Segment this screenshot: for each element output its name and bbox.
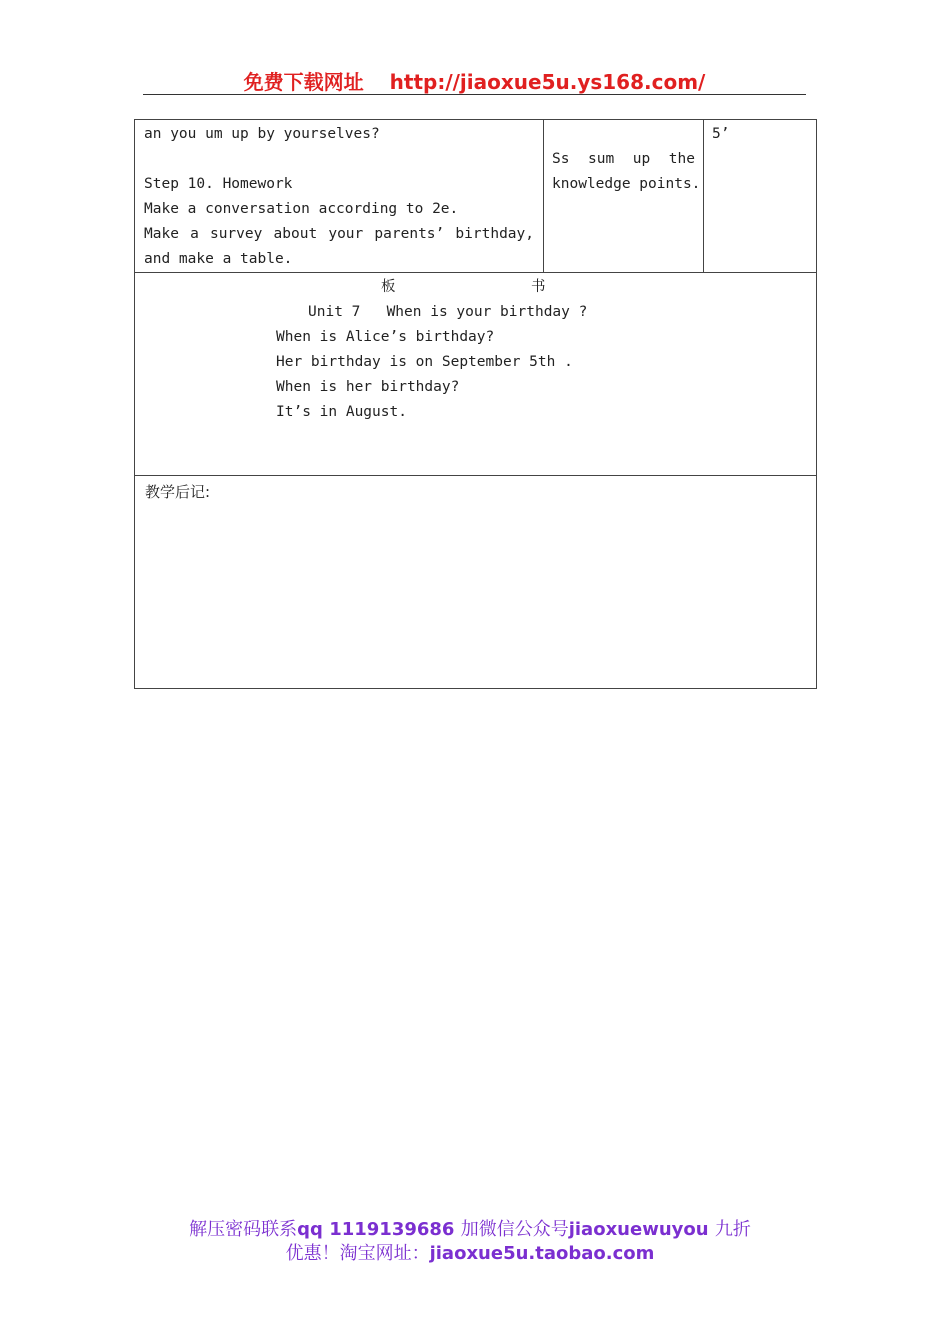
footer-text: 九折 — [714, 1219, 751, 1240]
activity-line — [552, 122, 695, 147]
board-title-left: 板 — [381, 279, 396, 295]
board-row — [135, 273, 817, 476]
step-line: and make a table. — [144, 251, 293, 267]
footer-line-2 — [140, 1242, 800, 1266]
page-header — [143, 66, 806, 95]
step-line — [144, 147, 534, 172]
board-line: When is her birthday? — [276, 379, 460, 395]
footer-text: 优惠！淘宝网址： — [285, 1243, 430, 1264]
board-title — [135, 275, 816, 300]
notes-label: 教学后记: — [145, 483, 211, 501]
footer-qq: qq 1119139686 — [297, 1219, 455, 1240]
notes-cell — [135, 476, 817, 689]
page-footer — [140, 1218, 800, 1266]
footer-taobao-link[interactable]: jiaoxue5u.taobao.com — [429, 1243, 655, 1264]
board-line: Unit 7 When is your birthday ? — [308, 304, 588, 320]
header-site-name: 免费下载网址 — [243, 70, 364, 94]
step-heading: Step 10. Homework — [144, 176, 293, 192]
activity-line: Ss sum up the — [552, 151, 695, 167]
step-line: Make a survey about your parents’ birthday, — [144, 226, 534, 242]
header-url-link[interactable]: http://jiaoxue5u.ys168.com/ — [389, 70, 706, 94]
activity-cell — [544, 120, 704, 273]
board-cell — [135, 273, 817, 476]
board-line: Her birthday is on September 5th . — [276, 354, 573, 370]
step-cell — [135, 120, 544, 273]
board-title-right: 书 — [531, 279, 546, 295]
step-row — [135, 120, 817, 273]
lesson-table — [134, 119, 817, 689]
notes-row — [135, 476, 817, 689]
time-cell — [704, 120, 817, 273]
footer-wechat: jiaoxuewuyou — [568, 1219, 709, 1240]
footer-text: 解压密码联系 — [189, 1219, 298, 1240]
step-line: an you um up by yourselves? — [144, 126, 380, 142]
time-value: 5’ — [712, 126, 730, 142]
board-line: It’s in August. — [276, 404, 407, 420]
footer-line-1 — [140, 1218, 800, 1242]
activity-line: knowledge points. — [552, 176, 701, 192]
step-line: Make a conversation according to 2e. — [144, 201, 459, 217]
footer-text: 加微信公众号 — [460, 1219, 569, 1240]
board-line: When is Alice’s birthday? — [276, 329, 495, 345]
